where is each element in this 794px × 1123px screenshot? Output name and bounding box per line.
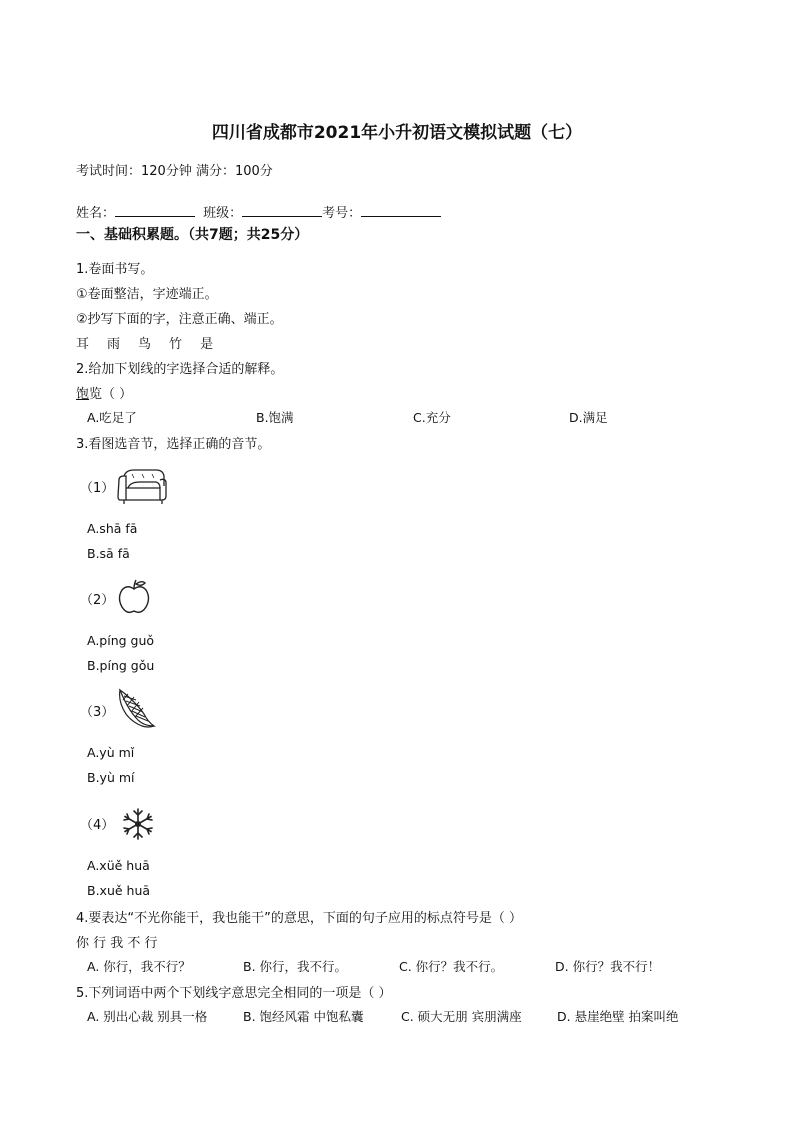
q3-part3-option-a[interactable]: A.yù mǐ bbox=[87, 745, 135, 760]
q4-stem: 4.要表达“不光你能干，我也能干”的意思，下面的句子应用的标点符号是（ ） bbox=[76, 911, 523, 926]
q2-word bbox=[76, 383, 132, 402]
apple-icon bbox=[117, 578, 151, 616]
q3-stem: 3.看图选音节，选择正确的音节。 bbox=[76, 437, 271, 452]
number-label: 考号： bbox=[322, 206, 362, 221]
q3-part1-option-b[interactable]: B.sā fā bbox=[87, 546, 130, 561]
class-label: 班级： bbox=[203, 206, 243, 221]
q5-option-d[interactable]: D. 悬崖绝壁 拍案叫绝 bbox=[557, 1009, 679, 1024]
q3-part2-option-a[interactable]: A.píng guǒ bbox=[87, 633, 155, 648]
q1-item2: ②抄写下面的字，注意正确、端正。 bbox=[76, 312, 283, 327]
q3-part4-option-b[interactable]: B.xuě huā bbox=[87, 883, 151, 898]
student-fields bbox=[76, 202, 441, 221]
q3-part3-label: （3） bbox=[80, 705, 115, 720]
corn-icon bbox=[114, 686, 158, 730]
q2-option-b[interactable]: B.饱满 bbox=[256, 410, 294, 425]
name-label: 姓名： bbox=[76, 206, 116, 221]
name-blank[interactable] bbox=[115, 204, 195, 217]
q4-option-d[interactable]: D. 你行？我不行！ bbox=[555, 959, 661, 974]
q2-stem: 2.给加下划线的字选择合适的解释。 bbox=[76, 362, 284, 377]
page-title: 四川省成都市2021年小升初语文模拟试题（七） bbox=[211, 123, 583, 143]
class-blank[interactable] bbox=[242, 204, 322, 217]
q5-option-b[interactable]: B. 饱经风霜 中饱私囊 bbox=[243, 1009, 364, 1024]
q3-part2-option-b[interactable]: B.píng gǒu bbox=[87, 658, 155, 673]
q3-part4-label: （4） bbox=[80, 818, 115, 833]
q1-stem: 1.卷面书写。 bbox=[76, 262, 154, 277]
q4-sentence: 你 行 我 不 行 bbox=[76, 936, 158, 951]
q5-option-c[interactable]: C. 硕大无朋 宾朋满座 bbox=[401, 1009, 522, 1024]
q3-part3-option-b[interactable]: B.yù mí bbox=[87, 770, 135, 785]
q2-option-d[interactable]: D.满足 bbox=[569, 410, 608, 425]
q3-part1-label: （1） bbox=[80, 481, 115, 496]
q1-chars bbox=[76, 333, 213, 352]
exam-info: 考试时间：120分钟 满分：100分 bbox=[76, 164, 273, 179]
q3-part4-option-a[interactable]: A.xüě huā bbox=[87, 858, 150, 873]
char: 耳 bbox=[76, 337, 90, 352]
number-blank[interactable] bbox=[361, 204, 441, 217]
q2-option-c[interactable]: C.充分 bbox=[413, 410, 451, 425]
q4-option-b[interactable]: B. 你行，我不行。 bbox=[243, 959, 348, 974]
char: 雨 bbox=[107, 337, 121, 352]
q3-part1-option-a[interactable]: A.shā fā bbox=[87, 521, 138, 536]
q1-item1: ①卷面整洁，字迹端正。 bbox=[76, 287, 218, 302]
char: 鸟 bbox=[138, 337, 152, 352]
sofa-icon bbox=[116, 466, 168, 506]
q2-option-a[interactable]: A.吃足了 bbox=[87, 410, 137, 425]
underlined-char: 饱 bbox=[76, 387, 90, 402]
q4-option-c[interactable]: C. 你行？我不行。 bbox=[399, 959, 504, 974]
q5-option-a[interactable]: A. 别出心裁 别具一格 bbox=[87, 1009, 208, 1024]
q5-stem: 5.下列词语中两个下划线字意思完全相同的一项是（ ） bbox=[76, 986, 392, 1001]
q3-part2-label: （2） bbox=[80, 593, 115, 608]
word-rest: 览（ ） bbox=[89, 387, 133, 402]
section-heading: 一、基础积累题。（共7题；共25分） bbox=[76, 227, 309, 243]
snowflake-icon bbox=[120, 806, 156, 842]
q4-option-a[interactable]: A. 你行，我不行？ bbox=[87, 959, 191, 974]
char: 是 bbox=[200, 337, 214, 352]
char: 竹 bbox=[169, 337, 183, 352]
